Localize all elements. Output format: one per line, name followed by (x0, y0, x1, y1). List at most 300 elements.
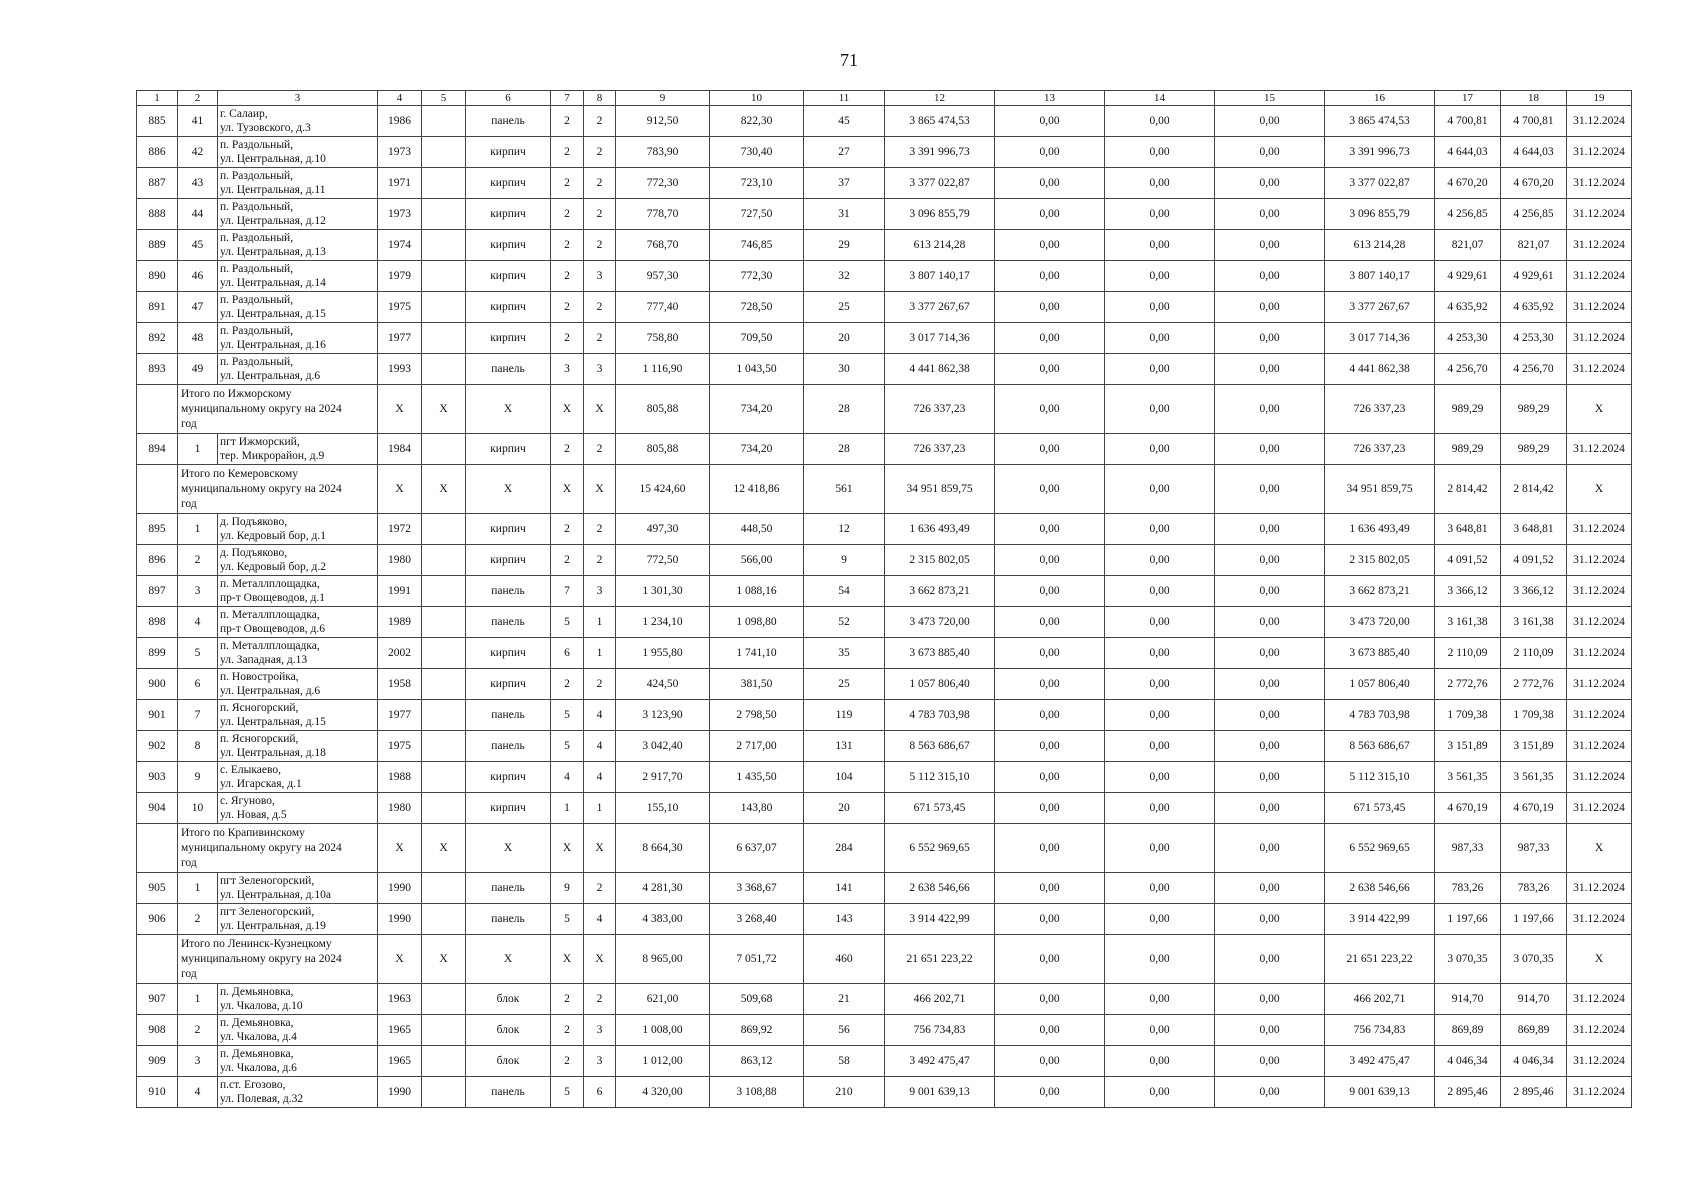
cell-col-5 (422, 904, 466, 935)
cell-col-12: 3 865 474,53 (885, 106, 995, 137)
address-locality: п. Раздольный, (220, 201, 294, 213)
cell-col-9: 155,10 (616, 793, 710, 824)
cell-col-11: 31 (804, 199, 885, 230)
cell-col-4: 1971 (378, 168, 422, 199)
row-number: 898 (137, 607, 178, 638)
subtotal-label (178, 385, 378, 434)
cell-col-10: 709,50 (710, 323, 804, 354)
cell-col-14: 0,00 (1105, 230, 1215, 261)
page-number: 71 (840, 50, 858, 70)
cell-col-12: 8 563 686,67 (885, 731, 995, 762)
cell-col-18: 4 091,52 (1501, 545, 1567, 576)
address-cell (218, 514, 378, 545)
address-street: тер. Микрорайон, д.9 (220, 450, 325, 462)
cell-col-4: 1965 (378, 1046, 422, 1077)
cell-col-15: 0,00 (1215, 230, 1325, 261)
address-street: ул. Чкалова, д.10 (220, 1000, 303, 1012)
cell-col-7: 5 (551, 607, 584, 638)
cell-col-18: 3 366,12 (1501, 576, 1567, 607)
address-cell (218, 137, 378, 168)
cell-col-15: 0,00 (1215, 669, 1325, 700)
address-cell (218, 168, 378, 199)
cell-col-13: 0,00 (995, 434, 1105, 465)
row-index: 1 (178, 514, 218, 545)
address-locality: п. Новостройка, (220, 671, 299, 683)
cell-col-15: 0,00 (1215, 261, 1325, 292)
cell-col-17: 2 772,76 (1435, 669, 1501, 700)
cell-col-16: 3 662 873,21 (1325, 576, 1435, 607)
cell-col-16: 1 057 806,40 (1325, 669, 1435, 700)
table-row (137, 514, 1632, 545)
cell-col-16: 9 001 639,13 (1325, 1077, 1435, 1108)
cell-col-16: 2 315 802,05 (1325, 545, 1435, 576)
cell-col-6: панель (466, 607, 551, 638)
column-header-17: 17 (1435, 91, 1501, 106)
row-index: 46 (178, 261, 218, 292)
address-cell (218, 261, 378, 292)
cell-col-15: 0,00 (1215, 793, 1325, 824)
cell-col-5 (422, 607, 466, 638)
address-cell (218, 904, 378, 935)
column-header-13: 13 (995, 91, 1105, 106)
cell-col-16: 5 112 315,10 (1325, 762, 1435, 793)
cell-col-5: X (422, 935, 466, 984)
cell-col-5 (422, 984, 466, 1015)
address-locality: с. Елыкаево, (220, 764, 281, 776)
cell-col-12: 726 337,23 (885, 385, 995, 434)
cell-col-4: 1990 (378, 873, 422, 904)
table-body (137, 106, 1632, 1108)
cell-col-12: 3 017 714,36 (885, 323, 995, 354)
cell-col-18: 3 070,35 (1501, 935, 1567, 984)
column-header-1: 1 (137, 91, 178, 106)
cell-col-19: 31.12.2024 (1567, 576, 1632, 607)
cell-col-13: 0,00 (995, 323, 1105, 354)
cell-col-17: 1 709,38 (1435, 700, 1501, 731)
address-cell (218, 1046, 378, 1077)
cell-col-6: панель (466, 700, 551, 731)
cell-col-9: 497,30 (616, 514, 710, 545)
subtotal-label (178, 824, 378, 873)
cell-col-5 (422, 261, 466, 292)
cell-col-11: 37 (804, 168, 885, 199)
cell-col-12: 2 315 802,05 (885, 545, 995, 576)
cell-col-10: 381,50 (710, 669, 804, 700)
cell-col-18: 4 670,19 (1501, 793, 1567, 824)
cell-col-8: 4 (584, 700, 616, 731)
table-row (137, 292, 1632, 323)
cell-col-17: 3 151,89 (1435, 731, 1501, 762)
cell-col-17: 2 110,09 (1435, 638, 1501, 669)
cell-col-13: 0,00 (995, 731, 1105, 762)
cell-col-14: 0,00 (1105, 385, 1215, 434)
cell-col-7: 2 (551, 230, 584, 261)
column-header-19: 19 (1567, 91, 1632, 106)
address-street: ул. Западная, д.13 (220, 654, 308, 666)
cell-col-16: 3 673 885,40 (1325, 638, 1435, 669)
cell-col-9: 777,40 (616, 292, 710, 323)
cell-col-19: 31.12.2024 (1567, 984, 1632, 1015)
cell-col-11: 119 (804, 700, 885, 731)
cell-col-16: 1 636 493,49 (1325, 514, 1435, 545)
cell-col-14: 0,00 (1105, 354, 1215, 385)
address-locality: п. Раздольный, (220, 325, 294, 337)
address-street: ул. Центральная, д.6 (220, 370, 321, 382)
row-number: 893 (137, 354, 178, 385)
cell-col-7: 2 (551, 168, 584, 199)
cell-col-18: 3 151,89 (1501, 731, 1567, 762)
column-header-11: 11 (804, 91, 885, 106)
subtotal-row (137, 824, 1632, 873)
cell-col-15: 0,00 (1215, 545, 1325, 576)
cell-col-7: 9 (551, 873, 584, 904)
cell-col-5 (422, 1046, 466, 1077)
address-locality: п. Ясногорский, (220, 733, 299, 745)
cell-col-4: 1977 (378, 323, 422, 354)
cell-col-18: 869,89 (1501, 1015, 1567, 1046)
cell-col-10: 1 098,80 (710, 607, 804, 638)
cell-col-12: 3 914 422,99 (885, 904, 995, 935)
cell-col-17: 4 253,30 (1435, 323, 1501, 354)
cell-col-11: 284 (804, 824, 885, 873)
cell-col-6: блок (466, 1015, 551, 1046)
cell-col-18: 821,07 (1501, 230, 1567, 261)
cell-col-6: кирпич (466, 199, 551, 230)
cell-col-8: 2 (584, 292, 616, 323)
table-row (137, 261, 1632, 292)
row-index: 48 (178, 323, 218, 354)
cell-col-8: 1 (584, 793, 616, 824)
cell-col-5 (422, 762, 466, 793)
subtotal-label (178, 935, 378, 984)
row-number: 885 (137, 106, 178, 137)
row-index: 47 (178, 292, 218, 323)
cell-col-13: 0,00 (995, 873, 1105, 904)
cell-col-7: 6 (551, 638, 584, 669)
cell-col-4: 2002 (378, 638, 422, 669)
cell-col-6: кирпич (466, 762, 551, 793)
column-header-12: 12 (885, 91, 995, 106)
cell-col-15: 0,00 (1215, 385, 1325, 434)
cell-col-10: 6 637,07 (710, 824, 804, 873)
cell-col-8: 1 (584, 638, 616, 669)
address-cell (218, 731, 378, 762)
cell-col-14: 0,00 (1105, 904, 1215, 935)
row-index: 2 (178, 1015, 218, 1046)
cell-col-6: кирпич (466, 793, 551, 824)
cell-col-9: 1 008,00 (616, 1015, 710, 1046)
cell-col-17: 4 929,61 (1435, 261, 1501, 292)
cell-col-13: 0,00 (995, 984, 1105, 1015)
cell-col-19: 31.12.2024 (1567, 354, 1632, 385)
cell-col-16: 3 096 855,79 (1325, 199, 1435, 230)
subtotal-empty-cell (137, 385, 178, 434)
cell-col-17: 3 561,35 (1435, 762, 1501, 793)
cell-col-19: X (1567, 935, 1632, 984)
cell-col-18: 4 670,20 (1501, 168, 1567, 199)
cell-col-18: 4 700,81 (1501, 106, 1567, 137)
address-street: ул. Новая, д.5 (220, 809, 287, 821)
subtotal-label-line: муниципальному округу на 2024 (181, 402, 342, 415)
column-header-3: 3 (218, 91, 378, 106)
address-cell (218, 669, 378, 700)
address-locality: г. Салаир, (220, 108, 268, 120)
address-locality: д. Подъяково, (220, 547, 288, 559)
cell-col-13: 0,00 (995, 793, 1105, 824)
row-index: 6 (178, 669, 218, 700)
cell-col-4: 1991 (378, 576, 422, 607)
cell-col-10: 3 268,40 (710, 904, 804, 935)
cell-col-11: 21 (804, 984, 885, 1015)
cell-col-19: 31.12.2024 (1567, 137, 1632, 168)
address-locality: д. Подъяково, (220, 516, 288, 528)
cell-col-10: 734,20 (710, 385, 804, 434)
cell-col-14: 0,00 (1105, 323, 1215, 354)
cell-col-7: 1 (551, 793, 584, 824)
cell-col-15: 0,00 (1215, 106, 1325, 137)
cell-col-12: 34 951 859,75 (885, 465, 995, 514)
cell-col-18: 1 197,66 (1501, 904, 1567, 935)
cell-col-9: 4 281,30 (616, 873, 710, 904)
cell-col-13: 0,00 (995, 576, 1105, 607)
cell-col-12: 4 783 703,98 (885, 700, 995, 731)
cell-col-15: 0,00 (1215, 607, 1325, 638)
row-number: 887 (137, 168, 178, 199)
cell-col-4: 1993 (378, 354, 422, 385)
cell-col-12: 3 096 855,79 (885, 199, 995, 230)
cell-col-14: 0,00 (1105, 106, 1215, 137)
row-number: 897 (137, 576, 178, 607)
cell-col-11: 35 (804, 638, 885, 669)
cell-col-14: 0,00 (1105, 465, 1215, 514)
cell-col-5 (422, 434, 466, 465)
address-street: пр-т Овощеводов, д.6 (220, 623, 326, 635)
row-index: 49 (178, 354, 218, 385)
cell-col-11: 56 (804, 1015, 885, 1046)
cell-col-4: 1975 (378, 731, 422, 762)
subtotal-label-line: муниципальному округу на 2024 (181, 952, 342, 965)
cell-col-16: 8 563 686,67 (1325, 731, 1435, 762)
row-number: 890 (137, 261, 178, 292)
row-number: 904 (137, 793, 178, 824)
cell-col-15: 0,00 (1215, 323, 1325, 354)
cell-col-7: 2 (551, 292, 584, 323)
table-row (137, 984, 1632, 1015)
cell-col-7: 2 (551, 1015, 584, 1046)
subtotal-empty-cell (137, 935, 178, 984)
cell-col-4: 1980 (378, 545, 422, 576)
subtotal-label (178, 465, 378, 514)
address-locality: п. Раздольный, (220, 139, 294, 151)
cell-col-15: 0,00 (1215, 638, 1325, 669)
cell-col-8: 2 (584, 434, 616, 465)
cell-col-6: панель (466, 904, 551, 935)
cell-col-4: 1980 (378, 793, 422, 824)
cell-col-9: 2 917,70 (616, 762, 710, 793)
cell-col-12: 3 673 885,40 (885, 638, 995, 669)
cell-col-19: 31.12.2024 (1567, 168, 1632, 199)
cell-col-17: 4 670,20 (1435, 168, 1501, 199)
row-number: 910 (137, 1077, 178, 1108)
cell-col-18: 987,33 (1501, 824, 1567, 873)
cell-col-12: 1 636 493,49 (885, 514, 995, 545)
cell-col-4: 1974 (378, 230, 422, 261)
cell-col-13: 0,00 (995, 354, 1105, 385)
address-locality: п. Демьяновка, (220, 986, 294, 998)
cell-col-7: 2 (551, 545, 584, 576)
cell-col-8: 2 (584, 984, 616, 1015)
cell-col-11: 28 (804, 385, 885, 434)
cell-col-5: X (422, 465, 466, 514)
table-row (137, 323, 1632, 354)
address-street: ул. Игарская, д.1 (220, 778, 302, 790)
address-street: ул. Кедровый бор, д.1 (220, 530, 327, 542)
row-number: 891 (137, 292, 178, 323)
cell-col-17: 2 895,46 (1435, 1077, 1501, 1108)
address-locality: с. Ягуново, (220, 795, 275, 807)
cell-col-15: 0,00 (1215, 137, 1325, 168)
address-street: ул. Кедровый бор, д.2 (220, 561, 327, 573)
row-index: 9 (178, 762, 218, 793)
address-locality: пгт Ижморский, (220, 436, 300, 448)
cell-col-16: 3 377 022,87 (1325, 168, 1435, 199)
cell-col-18: 783,26 (1501, 873, 1567, 904)
cell-col-12: 9 001 639,13 (885, 1077, 995, 1108)
cell-col-5 (422, 230, 466, 261)
table-row (137, 1077, 1632, 1108)
cell-col-6: X (466, 935, 551, 984)
cell-col-17: 4 256,85 (1435, 199, 1501, 230)
cell-col-11: 20 (804, 323, 885, 354)
cell-col-11: 54 (804, 576, 885, 607)
cell-col-5 (422, 576, 466, 607)
subtotal-label-line: Итого по Крапивинскому (181, 826, 305, 839)
cell-col-17: 3 366,12 (1435, 576, 1501, 607)
cell-col-17: 4 635,92 (1435, 292, 1501, 323)
cell-col-15: 0,00 (1215, 465, 1325, 514)
table-row (137, 873, 1632, 904)
row-index: 3 (178, 576, 218, 607)
cell-col-17: 4 670,19 (1435, 793, 1501, 824)
column-header-4: 4 (378, 91, 422, 106)
row-number: 907 (137, 984, 178, 1015)
cell-col-11: 104 (804, 762, 885, 793)
cell-col-12: 613 214,28 (885, 230, 995, 261)
cell-col-12: 671 573,45 (885, 793, 995, 824)
cell-col-14: 0,00 (1105, 261, 1215, 292)
cell-col-6: X (466, 385, 551, 434)
cell-col-7: X (551, 465, 584, 514)
cell-col-7: 2 (551, 199, 584, 230)
cell-col-18: 4 256,70 (1501, 354, 1567, 385)
cell-col-16: 3 391 996,73 (1325, 137, 1435, 168)
cell-col-8: 2 (584, 545, 616, 576)
cell-col-12: 3 473 720,00 (885, 607, 995, 638)
cell-col-14: 0,00 (1105, 873, 1215, 904)
address-cell (218, 607, 378, 638)
cell-col-16: 3 914 422,99 (1325, 904, 1435, 935)
row-number: 899 (137, 638, 178, 669)
cell-col-19: 31.12.2024 (1567, 292, 1632, 323)
cell-col-9: 15 424,60 (616, 465, 710, 514)
cell-col-10: 734,20 (710, 434, 804, 465)
cell-col-8: 3 (584, 1015, 616, 1046)
cell-col-13: 0,00 (995, 199, 1105, 230)
row-index: 5 (178, 638, 218, 669)
cell-col-18: 4 256,85 (1501, 199, 1567, 230)
cell-col-4: 1975 (378, 292, 422, 323)
cell-col-5 (422, 323, 466, 354)
row-number: 896 (137, 545, 178, 576)
cell-col-9: 805,88 (616, 385, 710, 434)
address-locality: пгт Зеленогорский, (220, 875, 315, 887)
cell-col-7: X (551, 824, 584, 873)
cell-col-13: 0,00 (995, 1077, 1105, 1108)
cell-col-5 (422, 669, 466, 700)
cell-col-11: 25 (804, 669, 885, 700)
table-row (137, 354, 1632, 385)
cell-col-6: кирпич (466, 514, 551, 545)
address-street: ул. Полевая, д.32 (220, 1093, 304, 1105)
cell-col-18: 989,29 (1501, 385, 1567, 434)
address-cell (218, 700, 378, 731)
cell-col-4: 1963 (378, 984, 422, 1015)
row-index: 8 (178, 731, 218, 762)
cell-col-7: 2 (551, 323, 584, 354)
cell-col-5 (422, 731, 466, 762)
cell-col-5 (422, 1015, 466, 1046)
column-header-14: 14 (1105, 91, 1215, 106)
column-number-header (137, 91, 1632, 106)
cell-col-16: 726 337,23 (1325, 385, 1435, 434)
cell-col-7: 2 (551, 669, 584, 700)
cell-col-10: 1 435,50 (710, 762, 804, 793)
cell-col-16: 3 807 140,17 (1325, 261, 1435, 292)
cell-col-13: 0,00 (995, 514, 1105, 545)
cell-col-5 (422, 137, 466, 168)
cell-col-6: панель (466, 731, 551, 762)
cell-col-8: 2 (584, 514, 616, 545)
column-header-5: 5 (422, 91, 466, 106)
cell-col-8: 3 (584, 576, 616, 607)
table-row (137, 700, 1632, 731)
cell-col-18: 2 895,46 (1501, 1077, 1567, 1108)
address-locality: п. Раздольный, (220, 356, 294, 368)
address-cell (218, 576, 378, 607)
cell-col-11: 9 (804, 545, 885, 576)
cell-col-14: 0,00 (1105, 638, 1215, 669)
address-cell (218, 762, 378, 793)
cell-col-9: 772,30 (616, 168, 710, 199)
cell-col-12: 2 638 546,66 (885, 873, 995, 904)
cell-col-13: 0,00 (995, 545, 1105, 576)
cell-col-15: 0,00 (1215, 904, 1325, 935)
cell-col-9: 4 320,00 (616, 1077, 710, 1108)
cell-col-6: блок (466, 984, 551, 1015)
cell-col-15: 0,00 (1215, 731, 1325, 762)
row-index: 1 (178, 434, 218, 465)
cell-col-7: 2 (551, 984, 584, 1015)
cell-col-11: 29 (804, 230, 885, 261)
column-header-6: 6 (466, 91, 551, 106)
cell-col-11: 28 (804, 434, 885, 465)
cell-col-8: 3 (584, 1046, 616, 1077)
cell-col-19: X (1567, 824, 1632, 873)
cell-col-13: 0,00 (995, 292, 1105, 323)
cell-col-9: 1 012,00 (616, 1046, 710, 1077)
subtotal-label-line: год (181, 967, 197, 980)
cell-col-11: 141 (804, 873, 885, 904)
